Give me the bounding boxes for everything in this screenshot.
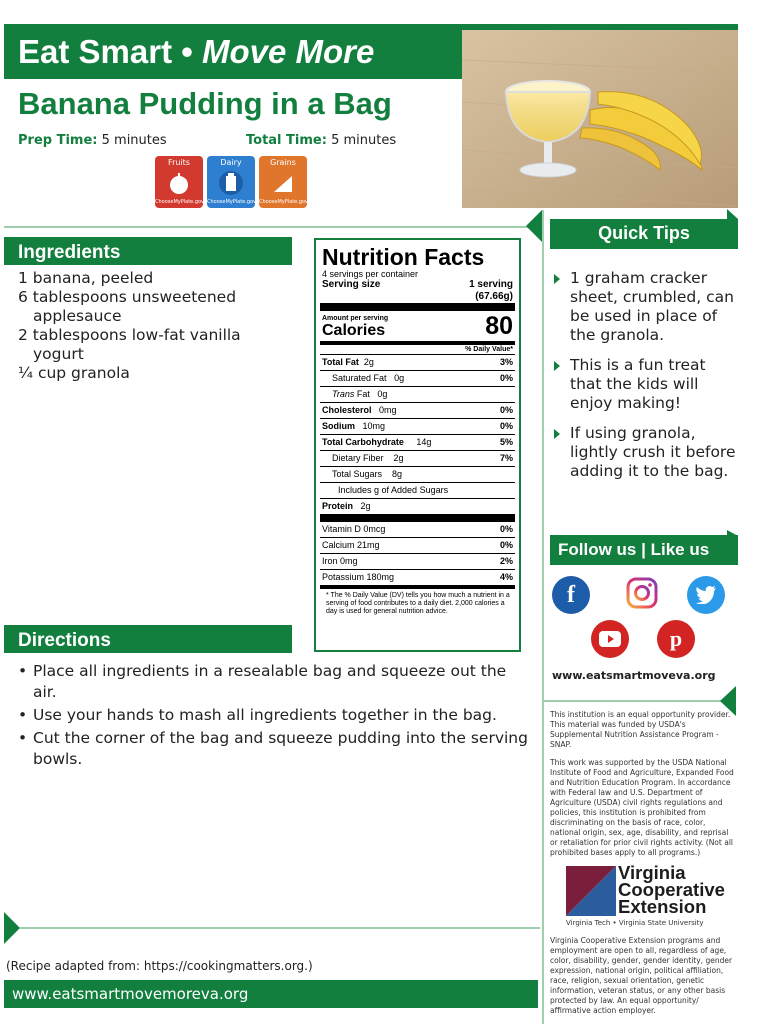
choosemyplate-mark: ChooseMyPlate.gov [207, 199, 257, 205]
pinterest-icon[interactable]: p [657, 620, 695, 658]
nutrient-row-potassium [320, 569, 515, 585]
recipe-photo [462, 30, 738, 208]
vce-mark-icon [566, 866, 616, 916]
website-link[interactable]: www.eatsmartmoveva.org [552, 669, 716, 682]
direction-step: • Cut the corner of the bag and squeeze pudding into the serving bowls. [18, 728, 528, 770]
twitter-icon[interactable] [687, 576, 725, 614]
nutrient-amount: 0g [394, 373, 405, 383]
calories-label-block [322, 315, 388, 339]
bread-icon [270, 170, 296, 196]
twitter-glyph [695, 586, 717, 604]
quick-tips-corner [727, 209, 738, 219]
total-time-label: Total Time: [246, 133, 327, 148]
quick-tip-item: This is a fun treat that the kids will enjoy making! [552, 356, 738, 413]
follow-us-heading: Follow us | Like us [550, 535, 738, 565]
nutrient-name: Vitamin D 0mcg [322, 524, 386, 534]
footer-website-link[interactable]: www.eatsmartmovemoreva.org [12, 985, 249, 1003]
quick-tip-item: 1 graham cracker sheet, crumbled, can be used in place of the granola. [552, 269, 738, 345]
nutrition-facts-label [314, 238, 521, 652]
nutrient-amount: 0g [377, 389, 388, 399]
apple-icon [166, 170, 192, 196]
nutrient-amount: 8g [392, 469, 403, 479]
recipe-source: (Recipe adapted from: https://cookingmatters.org.) [6, 959, 313, 973]
nutrient-row-cholesterol [320, 402, 515, 418]
choosemyplate-mark: ChooseMyPlate.gov [259, 199, 309, 205]
equal-opportunity-notice: This institution is an equal opportunity provider. This material was funded by USDA's Supplemental Nutrition Assistance Program - SNAP. [550, 710, 731, 749]
nutrient-dv: 0% [499, 524, 513, 534]
amount-per-serving: Amount per serving [322, 315, 389, 322]
serving-size-value: 1 serving [469, 279, 513, 290]
direction-step: • Use your hands to mash all ingredients together in the bag. [18, 705, 528, 726]
nutrient-amount: 0mg [379, 405, 397, 415]
nutrient-dv: 0% [499, 405, 513, 415]
recipe-times [18, 133, 397, 148]
ingredient-item: 6 tablespoons unsweetened applesauce [18, 288, 237, 325]
youtube-icon[interactable] [591, 620, 629, 658]
divider-arrow [526, 210, 542, 242]
directions-list [18, 661, 528, 772]
usda-notice: This work was supported by the USDA National Institute of Food and Agriculture, Expanded Food and Nutrition Education Program. In accordance with Federal law and U.S. Department of Agriculture (USDA) civil rights regulations and policies, this institution is prohibited from discriminating on the basis of race, color, national origin, sex, age, disability, and reprisal or retaliation for prior civil rights activity. (Not all prohibited bases apply to all programs.) [550, 758, 734, 857]
nutrient-dv: 7% [499, 453, 513, 463]
nutrient-name: Saturated Fat [332, 373, 387, 383]
daily-value-header: % Daily Value* [320, 341, 515, 354]
vce-logo [566, 862, 736, 932]
nutrient-amount: 10mg [362, 421, 386, 431]
nutrient-row-sodium [320, 418, 515, 434]
instagram-glyph [623, 574, 661, 612]
total-time [246, 133, 396, 148]
vce-name-line: Extension [618, 896, 707, 917]
instagram-icon[interactable] [623, 574, 661, 612]
servings-per-container: 4 servings per container [322, 269, 419, 279]
nutrient-amount: 14g [416, 437, 432, 447]
ingredient-item: 2 tablespoons low-fat vanilla yogurt [18, 326, 241, 363]
nutrient-dv: 0% [499, 421, 513, 431]
milk-icon [218, 170, 244, 196]
direction-step: • Place all ingredients in a resealable bag and squeeze out the air. [18, 661, 528, 703]
calories-row [320, 303, 515, 341]
calories-value: 80 [485, 312, 513, 340]
vce-name [618, 864, 725, 915]
bottom-divider-arrow [4, 912, 20, 944]
nutrient-name: Cholesterol [322, 405, 372, 415]
choosemyplate-mark: ChooseMyPlate.gov [155, 199, 205, 205]
nutrient-row-iron [320, 553, 515, 569]
nutrient-row-added-sugars [320, 482, 515, 498]
youtube-glyph [599, 631, 621, 647]
food-groups [155, 156, 307, 208]
nutrient-name: Iron 0mg [322, 556, 358, 566]
food-group-label: Dairy [220, 158, 242, 167]
nutrient-row-calcium [320, 537, 515, 553]
brand-move-more: Move More [201, 33, 375, 70]
nutrient-row-saturated-fat [320, 370, 515, 386]
nutrient-name: Total Carbohydrate [322, 437, 404, 447]
nutrient-amount: 2g [363, 357, 374, 367]
total-time-value: 5 minutes [331, 133, 397, 148]
section-divider [4, 226, 542, 228]
nutrient-row-total-fat [320, 354, 515, 370]
quick-tips-heading: Quick Tips [550, 219, 738, 249]
prep-time-value: 5 minutes [101, 133, 167, 148]
nutrient-dv: 0% [499, 540, 513, 550]
quick-tip-item: If using granola, lightly crush it before adding it to the bag. [552, 424, 738, 481]
nutrient-name: Dietary Fiber [332, 453, 384, 463]
nutrient-row-total-carbohydrate [320, 434, 515, 450]
prep-time-label: Prep Time: [18, 133, 98, 148]
nutrition-footnote: * The % Daily Value (DV) tells you how much a nutrient in a serving of food contributes to a daily diet. 2,000 calories a day is used for general nutrition advice. [320, 585, 515, 618]
nutrient-row-vitamin-d [320, 514, 515, 537]
quick-tips-list [552, 269, 738, 492]
food-group-fruits [155, 156, 203, 208]
nutrition-title: Nutrition Facts [322, 244, 485, 270]
nutrient-name-suffix: Fat [356, 389, 370, 399]
nutrient-dv: 5% [499, 437, 513, 447]
nutrient-amount: 2g [360, 501, 371, 511]
serving-size-grams-row [320, 291, 515, 303]
nutrient-dv: 3% [499, 357, 513, 367]
nutrient-dv: 2% [499, 556, 513, 566]
nutrient-row-protein [320, 498, 515, 514]
nutrient-name: Potassium 180mg [322, 572, 395, 582]
nutrient-name: Trans [332, 389, 355, 399]
facebook-icon[interactable]: f [552, 576, 590, 614]
directions-heading: Directions [4, 625, 292, 653]
nutrient-dv: 0% [499, 373, 513, 383]
nutrient-name: Includes g of Added Sugars [338, 485, 449, 495]
food-group-grains [259, 156, 307, 208]
banana-pudding-photo [462, 30, 738, 208]
vce-equal-opportunity: Virginia Cooperative Extension programs and employment are open to all, regardless of age, color, disability, gender, gender identity, gender expression, national origin, political affiliation, race, religion, sexual orientation, genetic information, veteran status, or any other basis protected by law. An equal opportunity/ affirmative action employer. [550, 936, 733, 1015]
vce-name-line: Virginia [618, 862, 686, 883]
ingredients-heading: Ingredients [4, 237, 292, 265]
column-divider [542, 210, 544, 1024]
nutrient-name: Total Fat [322, 357, 359, 367]
brand-eat-smart: Eat Smart • [18, 33, 193, 70]
nutrient-dv: 4% [499, 572, 513, 582]
ingredient-item: 1 banana, peeled [18, 269, 154, 287]
nutrient-name: Sodium [322, 421, 355, 431]
serving-size [320, 279, 515, 291]
right-divider [544, 700, 736, 702]
calories-label: Calories [322, 322, 386, 339]
ingredient-item: ¼ cup granola [18, 364, 130, 382]
vce-name-line: Cooperative [618, 879, 725, 900]
serving-size-grams: (67.66g) [475, 291, 513, 302]
nutrient-row-trans-fat [320, 386, 515, 402]
food-group-label: Grains [270, 158, 296, 167]
food-group-label: Fruits [168, 158, 190, 167]
nutrient-row-total-sugars [320, 466, 515, 482]
brand-banner [4, 24, 462, 79]
nutrient-amount: 2g [393, 453, 404, 463]
nutrient-name: Total Sugars [332, 469, 383, 479]
nutrient-name: Calcium 21mg [322, 540, 380, 550]
recipe-title: Banana Pudding in a Bag [18, 86, 392, 121]
nutrient-row-dietary-fiber [320, 450, 515, 466]
nutrient-name: Protein [322, 501, 354, 511]
ingredients-list [18, 269, 278, 383]
vce-universities: Virginia Tech • Virginia State University [566, 919, 704, 927]
footer-website-bar [4, 980, 538, 1008]
bottom-divider [20, 927, 540, 929]
food-group-dairy [207, 156, 255, 208]
serving-size-label: Serving size [322, 279, 381, 290]
